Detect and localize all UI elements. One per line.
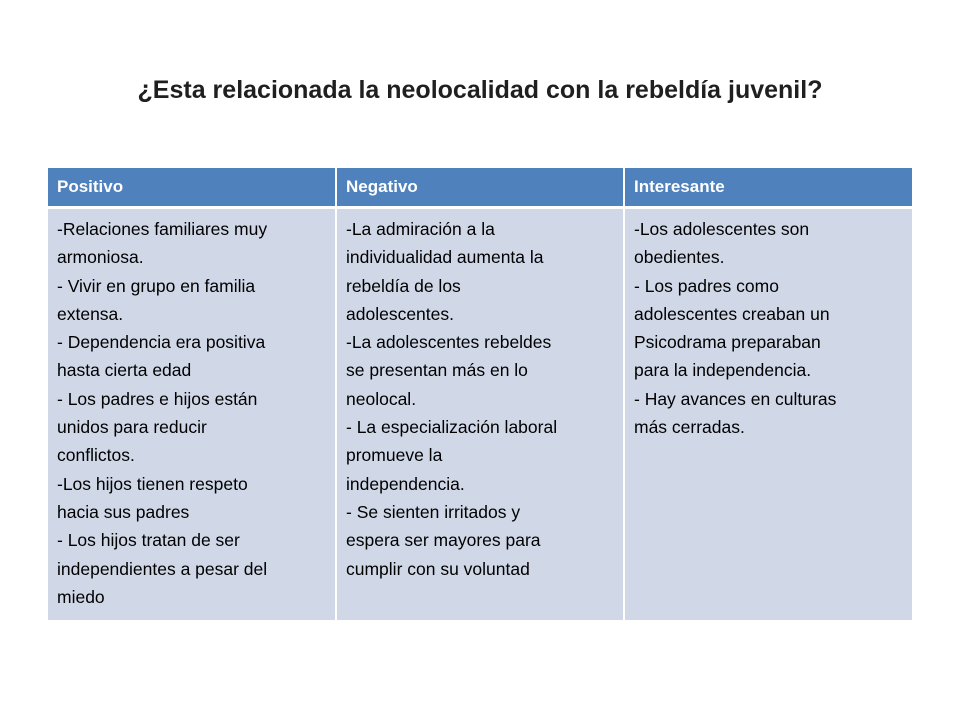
cell-line: independencia. xyxy=(346,473,465,494)
slide-title: ¿Esta relacionada la neolocalidad con la rebeldía juvenil? xyxy=(137,76,823,104)
cell-line: hasta cierta edad xyxy=(57,360,192,381)
cell-line: se presentan más en lo xyxy=(346,360,528,381)
cell-line: hacia sus padres xyxy=(57,501,190,522)
header-negativo: Negativo xyxy=(336,168,624,208)
cell-line: extensa. xyxy=(57,303,124,324)
header-interesante: Interesante xyxy=(624,168,912,208)
cell-line: neolocal. xyxy=(346,388,417,409)
cell-line: conflictos. xyxy=(57,445,135,466)
cell-negativo xyxy=(336,208,624,621)
table-row xyxy=(48,208,912,621)
cell-positivo xyxy=(48,208,336,621)
cell-line: - Se sienten irritados y xyxy=(346,501,521,522)
cell-line: miedo xyxy=(57,586,105,607)
cell-line: unidos para reducir xyxy=(57,417,207,438)
cell-line: independientes a pesar del xyxy=(57,558,268,579)
cell-line: obedientes. xyxy=(634,247,725,268)
pmi-table xyxy=(48,168,912,620)
cell-line: promueve la xyxy=(346,445,443,466)
cell-line: - Hay avances en culturas xyxy=(634,388,837,409)
cell-line: -La adolescentes rebeldes xyxy=(346,332,552,353)
cell-line: - Los hijos tratan de ser xyxy=(57,530,240,551)
header-positivo: Positivo xyxy=(48,168,336,208)
cell-line: rebeldía de los xyxy=(346,275,461,296)
cell-line: -La admiración a la xyxy=(346,219,495,239)
cell-line: -Los hijos tienen respeto xyxy=(57,473,248,494)
cell-line: armoniosa. xyxy=(57,247,144,268)
cell-line: Psicodrama preparaban xyxy=(634,332,821,353)
cell-line: - La especialización laboral xyxy=(346,417,558,438)
cell-line: para la independencia. xyxy=(634,360,812,381)
cell-interesante xyxy=(624,208,912,621)
cell-line: adolescentes creaban un xyxy=(634,303,830,324)
table-header-row xyxy=(48,168,912,208)
cell-line: más cerradas. xyxy=(634,417,745,438)
cell-line: cumplir con su voluntad xyxy=(346,558,530,579)
cell-line: - Los padres como xyxy=(634,275,779,296)
cell-line: adolescentes. xyxy=(346,303,454,324)
cell-line: -Relaciones familiares muy xyxy=(57,219,268,239)
cell-line: - Los padres e hijos están xyxy=(57,388,258,409)
cell-line: - Dependencia era positiva xyxy=(57,332,266,353)
cell-line: individualidad aumenta la xyxy=(346,247,544,268)
cell-line: -Los adolescentes son xyxy=(634,219,810,239)
cell-line: - Vivir en grupo en familia xyxy=(57,275,256,296)
cell-line: espera ser mayores para xyxy=(346,530,541,551)
